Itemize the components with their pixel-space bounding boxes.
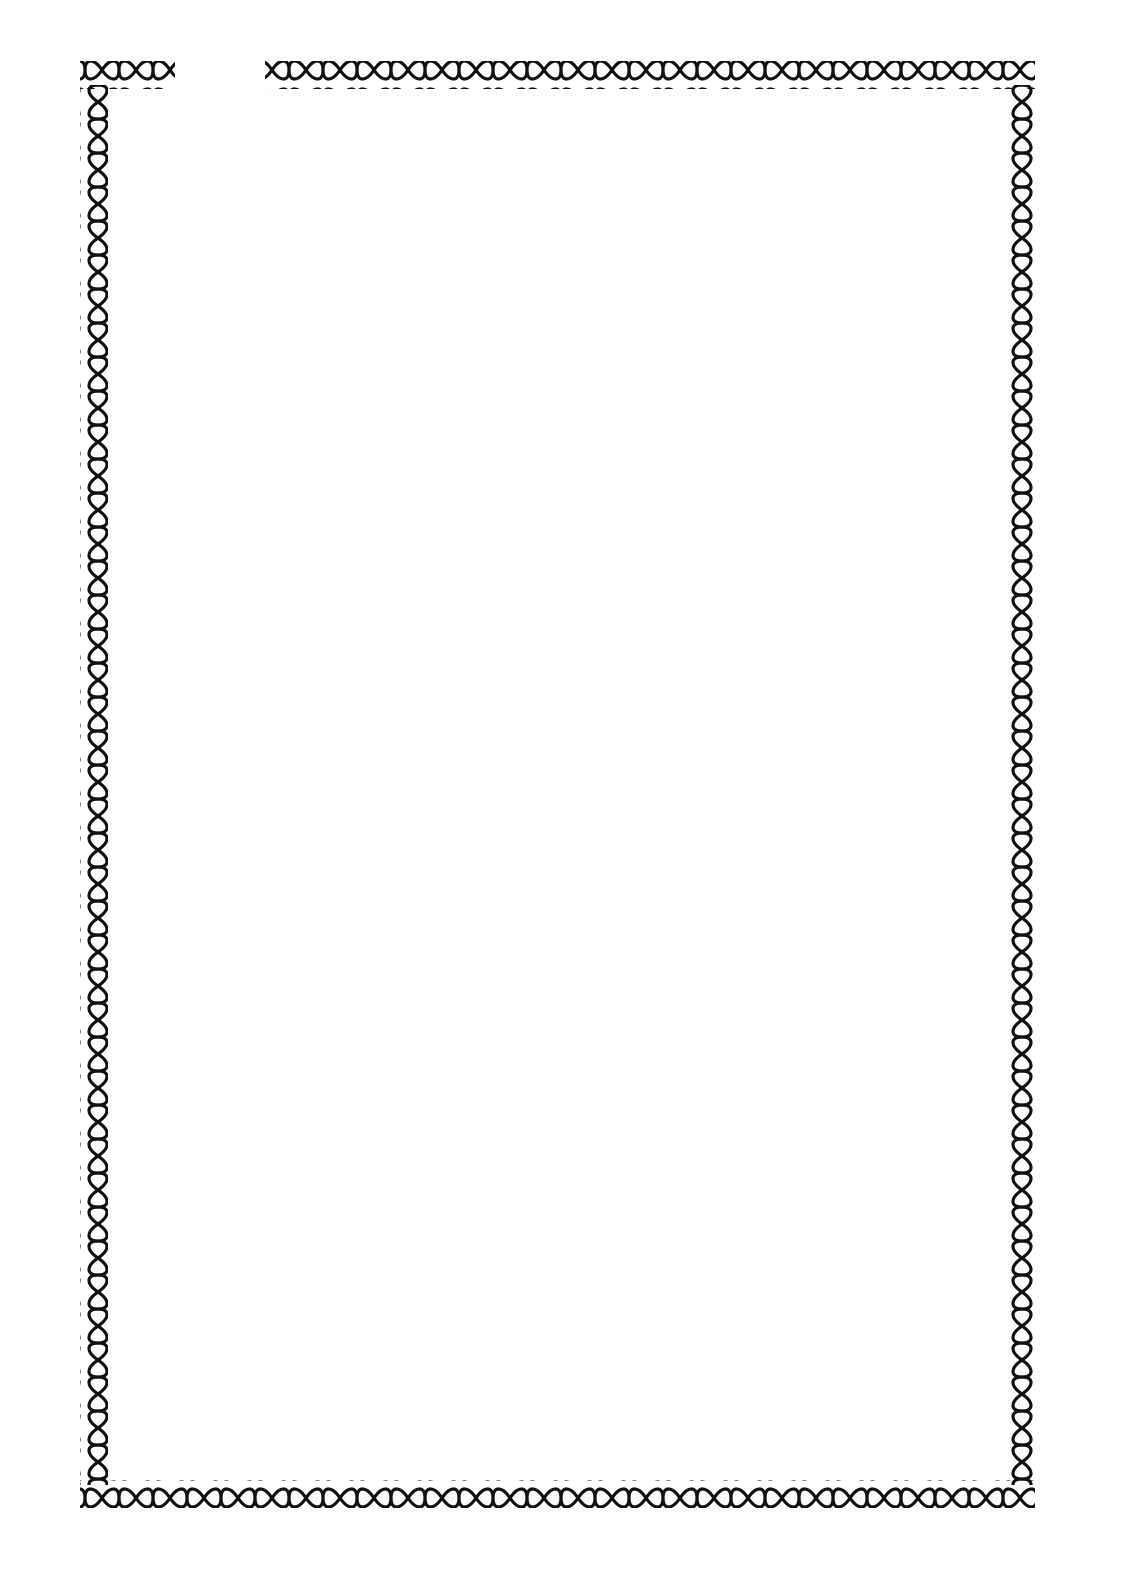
- text-line: [150, 148, 945, 188]
- text-line: [150, 1183, 945, 1223]
- page-number: [175, 58, 265, 92]
- text-line: [150, 1453, 945, 1493]
- text-line: [150, 238, 945, 278]
- text-line: [150, 958, 945, 998]
- text-line: [150, 1363, 945, 1403]
- text-line: [150, 193, 945, 233]
- text-line: [150, 553, 945, 593]
- text-line: [150, 1138, 945, 1178]
- text-line: [150, 328, 945, 368]
- text-line: [150, 1318, 945, 1358]
- text-line: [150, 733, 945, 773]
- text-line: [150, 823, 945, 863]
- text-line: [150, 508, 945, 548]
- text-line: [150, 463, 945, 503]
- text-line: [150, 1408, 945, 1448]
- text-line: [150, 643, 945, 683]
- text-line: [150, 373, 945, 413]
- text-line: [150, 598, 945, 638]
- text-line: [150, 1547, 945, 1587]
- text-line: [150, 418, 945, 458]
- text-line: [150, 1502, 945, 1542]
- text-line: [150, 283, 945, 323]
- section-heading: [465, 868, 625, 908]
- text-line: [150, 1273, 945, 1313]
- text-line: [150, 1228, 945, 1268]
- text-line: [150, 1093, 945, 1133]
- text-line: [150, 913, 945, 953]
- text-line: [150, 1003, 945, 1043]
- text-line: [150, 1048, 945, 1088]
- text-line: [150, 778, 945, 818]
- text-line: [150, 688, 945, 728]
